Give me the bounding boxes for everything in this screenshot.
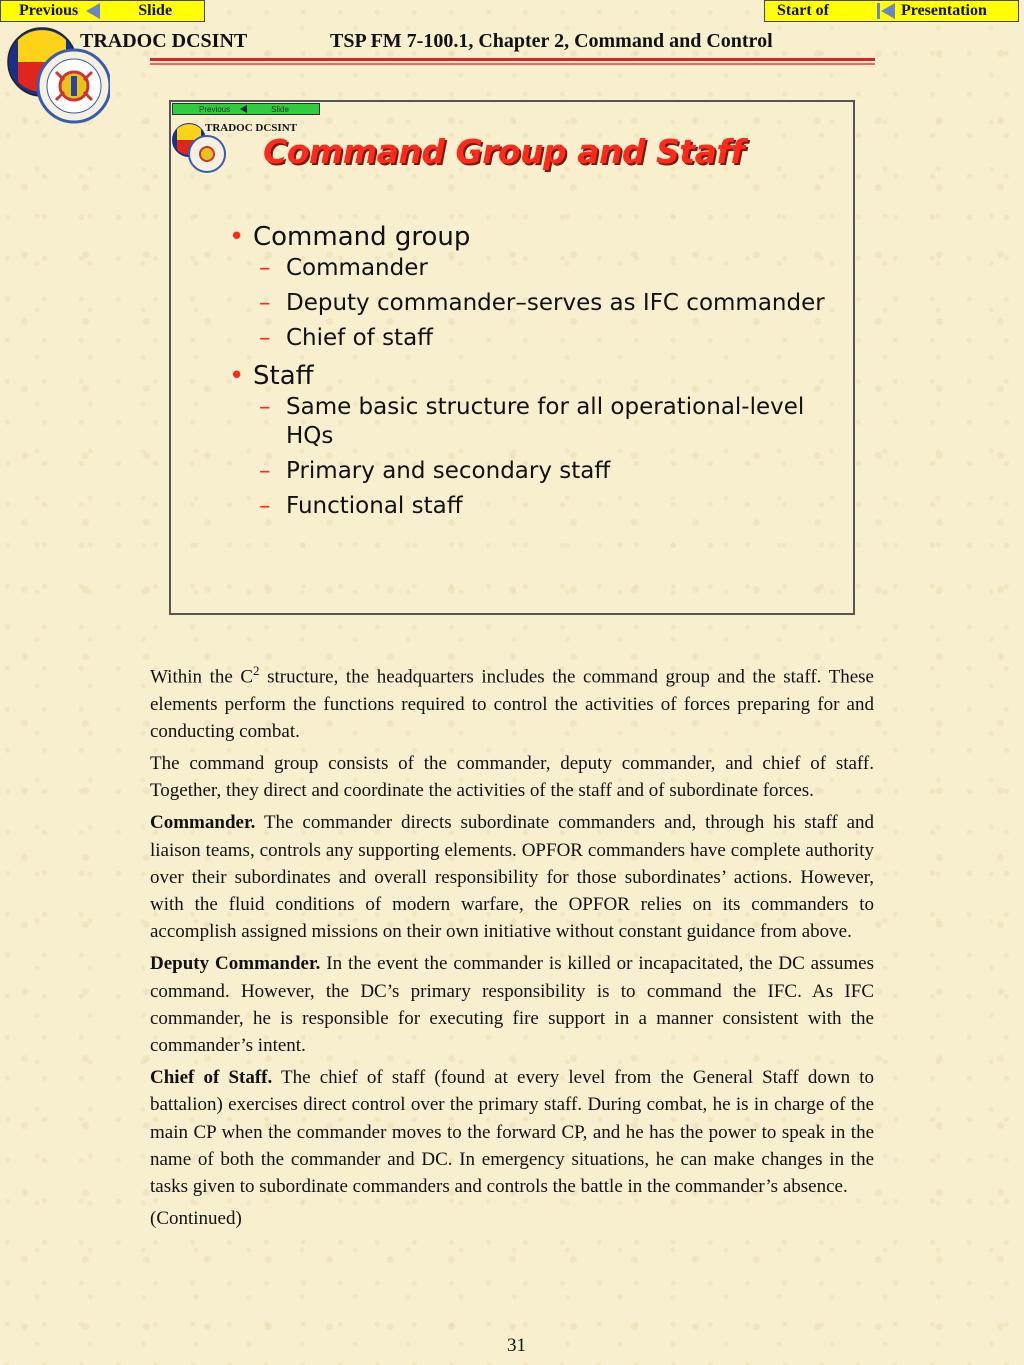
paragraph [150,950,874,1059]
previous-slide-button[interactable] [0,0,205,22]
superscript: 2 [253,663,260,678]
paragraph-heading: Commander. [150,812,256,834]
paragraph-text: structure, the headquarters includes the command group and the staff. These elements perform the functions required to control the activities of forces preparing for and conducting combat. [150,666,874,742]
mini-nav-bar [172,103,320,115]
header-org: TRADOC DCSINT [80,30,248,52]
mini-previous-label: Previous [199,104,231,114]
mini-slide-label: Slide [271,104,289,114]
sub-bullet-item: – Functional staff [259,493,463,519]
start-of-presentation-button[interactable] [764,0,1019,22]
slide-thumbnail [169,100,855,615]
sub-bullet-item: – Chief of staff [259,325,434,351]
bullet-item: • Staff [229,361,314,391]
slide-title: Command Group and Staff [263,132,745,171]
body-text [150,657,874,1237]
slide-org: TRADOC DCSINT [205,122,297,134]
bullet-item: • Command group [229,222,471,252]
sub-bullet-label: Primary and secondary staff [286,458,611,484]
sub-bullet-label: Deputy commander–serves as IFC commander [286,290,825,316]
sub-bullet-item: – Deputy commander–serves as IFC commander [259,290,825,316]
paragraph [150,1064,874,1200]
previous-label: Previous [19,2,79,19]
sub-bullet-item: – Primary and secondary staff [259,458,611,484]
sub-bullet-label: Chief of staff [286,325,434,351]
paragraph-text: The commander directs subordinate commanders and, through his staff and liaison teams, controls any supporting elements. OPFOR commanders have complete authority over their subordinates and overall responsibility for those subordinates’ actions. However, with the fluid conditions of modern warfare, the OPFOR relies on its commanders to accomplish assigned missions on their own initiative without constant guidance from above. [150,812,874,943]
sub-bullet-label: Commander [286,255,428,281]
triangle-left-icon [240,105,247,113]
sub-bullet-label: Functional staff [286,493,463,519]
presentation-label: Presentation [900,2,987,19]
slide-bullet-list [229,220,839,527]
paragraph-text: In the event the commander is killed or incapacitated, the DC assumes command. However, the DC’s primary responsibility is to command the IFC. As IFC commander, he is responsible for executing fire support in a manner consistent with the commander’s intent. [150,953,874,1056]
bullet-label: Command group [253,222,471,252]
bullet-label: Staff [253,361,314,391]
header-divider [150,58,875,61]
paragraph: The command group consists of the commander, deputy commander, and chief of staff. Together, they direct and coordinate the activities of the staff and of subordinate forces. [150,752,874,802]
header-divider-thin [150,63,875,65]
slide-label: Slide [138,2,173,19]
paragraph [150,657,874,745]
paragraph-heading: Chief of Staff. [150,1067,273,1089]
paragraph [150,809,874,945]
first-slide-icon [877,3,895,19]
page-number: 31 [507,1335,526,1356]
paragraph-text: The chief of staff (found at every level from the General Staff down to battalion) exercises direct control over the primary staff. During combat, he is in charge of the main CP when the commander moves to the forward CP, and he has the power to speak in the name of both the commander and DC. In emergency situations, he can make changes in the tasks given to subordinate commanders and controls the battle in the commander’s absence. [150,1067,875,1197]
start-of-label: Start of [777,2,829,19]
header-title: TSP FM 7-100.1, Chapter 2, Command and Control [330,30,773,52]
paragraph-text: Within the C [150,666,254,688]
sub-bullet-label: Same basic structure for all operational-level HQs [286,394,805,449]
sub-bullet-item: – Same basic structure for all operational-level HQs [259,393,839,451]
sub-bullet-item: – Commander [259,255,428,281]
paragraph-heading: Deputy Commander. [150,953,321,975]
triangle-left-icon [86,3,100,19]
continued-note: (Continued) [150,1208,242,1230]
